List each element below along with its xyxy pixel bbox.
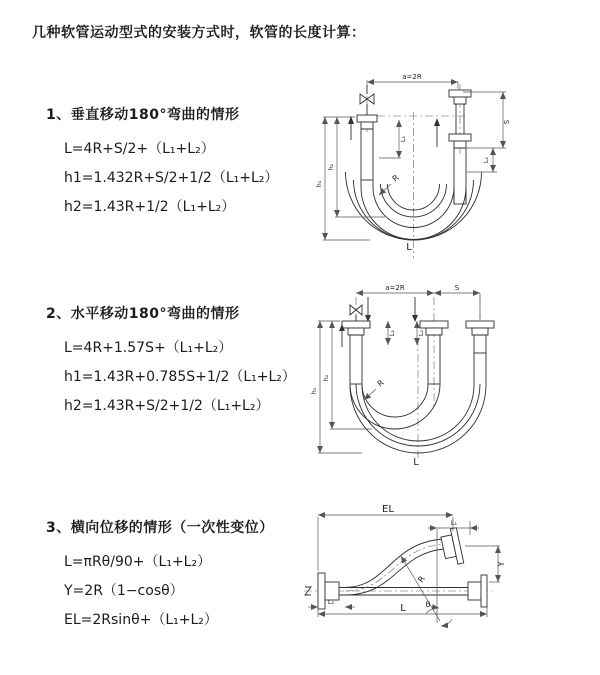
formula-L: L=4R+S/2+（L₁+L₂） bbox=[64, 141, 215, 157]
dim-y-label: Y bbox=[497, 561, 506, 567]
diagram-horizontal-bend bbox=[310, 283, 600, 473]
formula-h2: h2=1.43R+S/2+1/2（L₁+L₂） bbox=[64, 398, 270, 414]
section-horizontal-bend bbox=[46, 303, 326, 421]
section-2-heading: 2、水平移动180°弯曲的情形 bbox=[46, 306, 240, 322]
dim-s-label: S bbox=[454, 284, 460, 292]
angle-label: θ bbox=[425, 600, 431, 609]
dim-h2-label: h₂ bbox=[322, 374, 330, 382]
radius-label: R bbox=[375, 378, 386, 389]
dim-length-label: L bbox=[413, 457, 419, 468]
dim-h1-label: h₁ bbox=[310, 387, 318, 395]
dim-l2-label: L₂ bbox=[417, 329, 425, 337]
page-title: 几种软管运动型式的安装方式时，软管的长度计算： bbox=[32, 25, 366, 41]
formula-Y: Y=2R（1−cosθ） bbox=[64, 583, 184, 599]
formula-h1: h1=1.432R+S/2+1/2（L₁+L₂） bbox=[64, 170, 279, 186]
dim-s-label: S bbox=[503, 119, 511, 125]
radius-label: R bbox=[390, 173, 401, 184]
diagram-lateral-displacement bbox=[300, 503, 600, 668]
centerlines bbox=[356, 297, 480, 459]
dimension-lines-top bbox=[356, 284, 480, 319]
dim-h2-label: h₂ bbox=[327, 163, 335, 171]
dim-l1-label: L₁ bbox=[399, 135, 407, 143]
section-3-heading: 3、横向位移的情形（一次性变位） bbox=[46, 520, 274, 536]
left-pipe-valve bbox=[357, 85, 377, 180]
diagram-vertical-bend bbox=[315, 72, 600, 262]
dim-length-label: L bbox=[406, 242, 412, 253]
dim-l1-label: L₁ bbox=[388, 329, 396, 337]
formula-L: L=πRθ/90+（L₁+L₂） bbox=[64, 554, 212, 570]
dim-el-label: EL bbox=[382, 504, 394, 515]
dim-l2-label: L₂ bbox=[327, 598, 335, 606]
dim-span-label: a=2R bbox=[402, 73, 422, 81]
dim-span-label: a=2R bbox=[385, 284, 405, 292]
formula-h2: h2=1.43R+1/2（L₁+L₂） bbox=[64, 199, 236, 215]
dim-length-label: L bbox=[400, 603, 406, 614]
dim-l1-label: L₁ bbox=[450, 519, 458, 527]
dim-l2-label: L₂ bbox=[482, 156, 490, 164]
formula-EL: EL=2Rsinθ+（L₁+L₂） bbox=[64, 612, 218, 628]
formula-h1: h1=1.43R+0.785S+1/2（L₁+L₂） bbox=[64, 369, 296, 385]
section-1-heading: 1、垂直移动180°弯曲的情形 bbox=[46, 107, 240, 123]
section-vertical-bend bbox=[46, 104, 326, 222]
radius-label: R bbox=[416, 574, 427, 585]
dimension-lines-side bbox=[310, 321, 425, 468]
formula-L: L=4R+1.57S+（L₁+L₂） bbox=[64, 340, 233, 356]
section-lateral-displacement bbox=[46, 517, 326, 635]
dim-h1-label: h₁ bbox=[315, 180, 323, 188]
dimension-lines bbox=[315, 73, 511, 253]
